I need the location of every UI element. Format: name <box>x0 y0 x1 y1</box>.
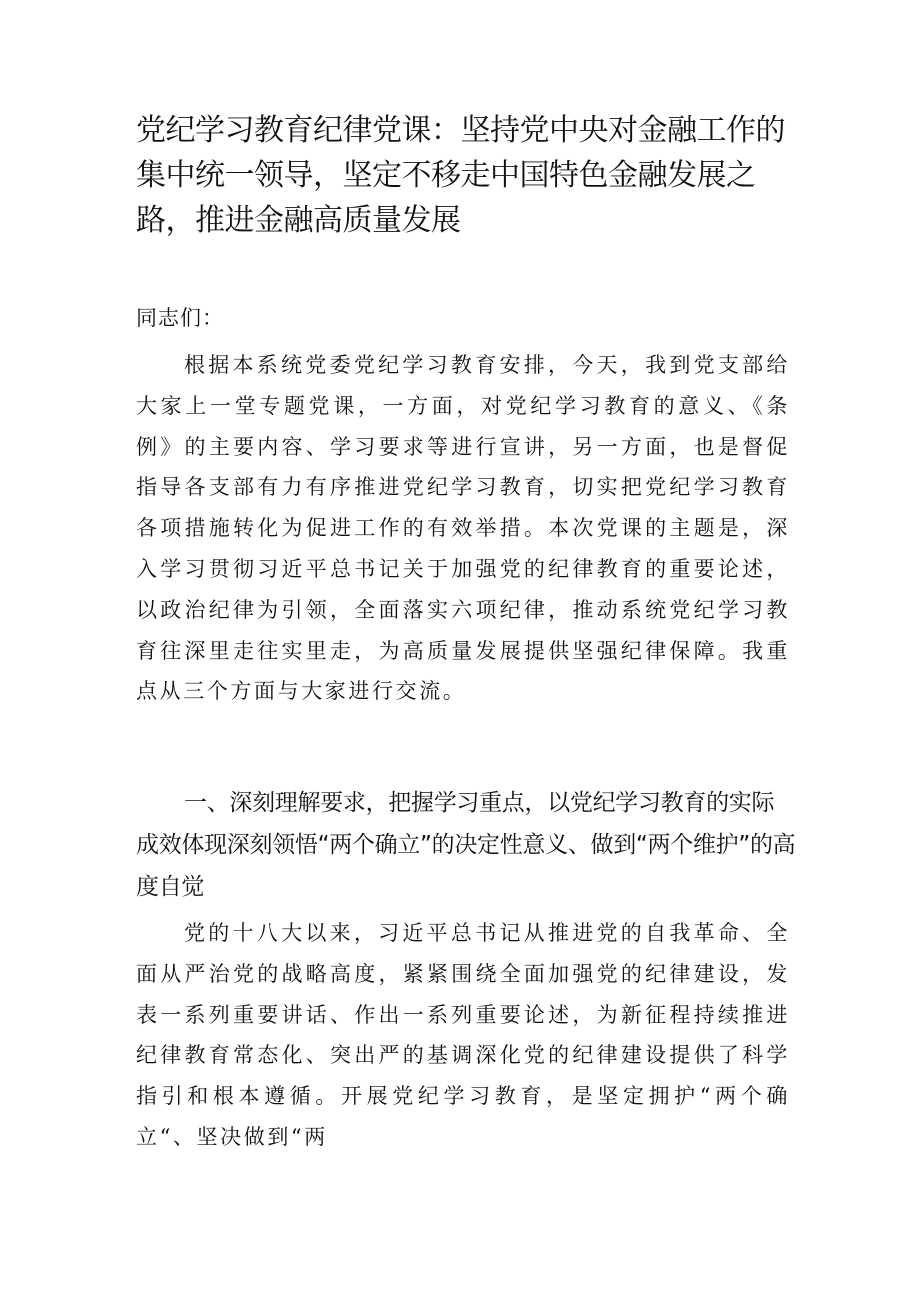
section-heading-1: 一、深刻理解要求，把握学习重点，以党纪学习教育的实际成效体现深刻领悟“两个确立”的决定性意义、做到“两个维护”的高度自觉 <box>136 790 796 900</box>
salutation: 同志们： <box>136 306 224 330</box>
body-paragraph-intro: 根据本系统党委党纪学习教育安排，今天，我到党支部给大家上一堂专题党课，一方面，对党纪学习教育的意义、《条例》的主要内容、学习要求等进行宣讲，另一方面，也是督促指导各支部有力有序推进党纪学习教育，切实把党纪学习教育各项措施转化为促进工作的有效举措。本次党课的主题是，深入学习贯彻习近平总书记关于加强党的纪律教育的重要论述，以政治纪律为引领，全面落实六项纪律，推动系统党纪学习教育往深里走往实里走，为高质量发展提供坚强纪律保障。我重点从三个方面与大家进行交流。 <box>136 353 790 704</box>
body-paragraph-section-1: 党的十八大以来，习近平总书记从推进党的自我革命、全面从严治党的战略高度，紧紧围绕全面加强党的纪律建设，发表一系列重要讲话、作出一系列重要论述，为新征程持续推进纪律教育常态化、突出严的基调深化党的纪律建设提供了科学指引和根本遵循。开展党纪学习教育，是坚定拥护“两个确立“、坚决做到“两 <box>136 921 790 1149</box>
document-title: 党纪学习教育纪律党课：坚持党中央对金融工作的集中统一领导，坚定不移走中国特色金融发展之路，推进金融高质量发展 <box>136 113 785 238</box>
